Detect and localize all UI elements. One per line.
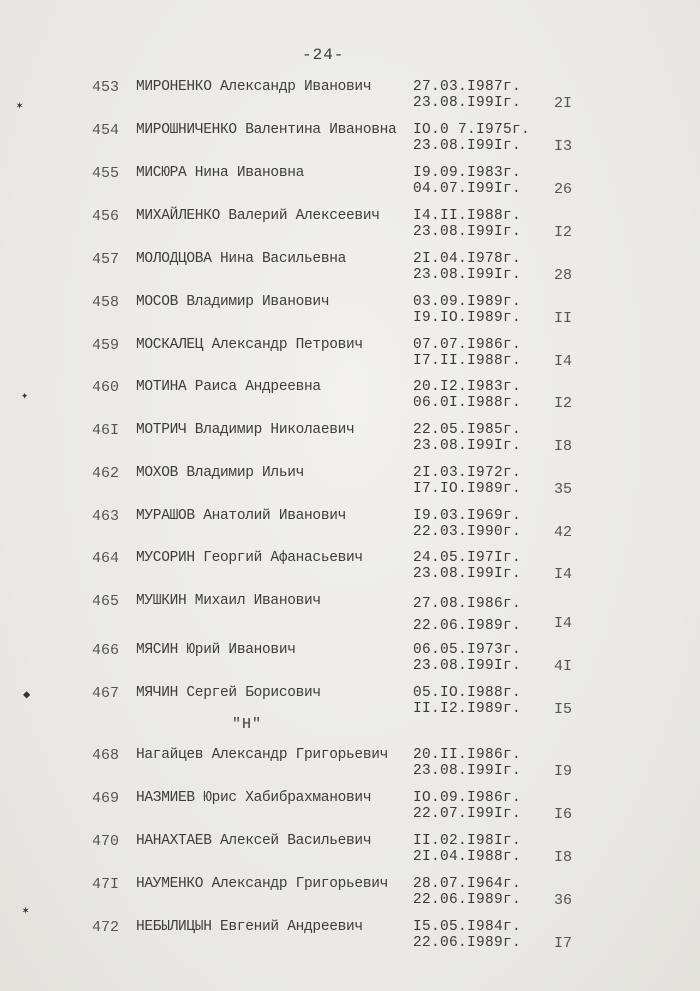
entry-name: МУШКИН Михаил Иванович — [136, 593, 321, 609]
entry-count: I2 — [553, 395, 572, 412]
entry-date-start: I4.II.I988г. — [413, 208, 522, 224]
binder-hole-mark-icon: ✶ — [16, 99, 24, 113]
entry-dates — [413, 642, 533, 674]
entry-number: 467 — [92, 685, 120, 702]
entry-date-start: II.02.I98Iг. — [413, 833, 522, 849]
entry-count: II — [553, 310, 572, 327]
entry-number: 453 — [92, 79, 120, 96]
list-item — [0, 208, 700, 248]
entry-number: 459 — [92, 337, 120, 354]
entry-number: 470 — [92, 833, 120, 850]
entry-date-end: 22.07.I99Iг. — [413, 806, 522, 822]
entry-dates — [413, 685, 533, 717]
list-item — [0, 251, 700, 291]
entry-name: НАУМЕНКО Александр Григорьевич — [136, 876, 389, 892]
entry-dates — [413, 251, 533, 283]
entry-count: 28 — [553, 267, 572, 284]
list-item — [0, 919, 700, 959]
entry-count: I4 — [553, 615, 572, 632]
entry-date-end: 23.08.I99Iг. — [413, 95, 522, 111]
entry-name: НАЗМИЕВ Юрис Хабибрахманович — [136, 790, 372, 806]
entry-number: 47I — [92, 876, 120, 893]
entry-date-end: I7.IO.I989г. — [413, 481, 522, 497]
list-item — [0, 165, 700, 205]
entry-date-start: 20.II.I986г. — [413, 747, 522, 763]
binder-hole-mark-icon: ✦ — [21, 389, 29, 403]
entry-count: 4I — [553, 658, 572, 675]
entry-dates — [413, 165, 533, 197]
entry-number: 468 — [92, 747, 120, 764]
entry-name: МЯСИН Юрий Иванович — [136, 642, 296, 658]
list-item — [0, 833, 700, 873]
list-item — [0, 122, 700, 162]
binder-hole-mark-icon: ✶ — [22, 904, 30, 918]
entry-date-start: 05.IO.I988г. — [413, 685, 522, 701]
entry-dates — [413, 422, 533, 454]
entry-name: НАНАХТАЕВ Алексей Васильевич — [136, 833, 372, 849]
entry-dates — [413, 508, 533, 540]
entry-number: 472 — [92, 919, 120, 936]
entry-dates — [413, 550, 533, 582]
entry-dates — [413, 876, 533, 908]
entry-dates — [413, 379, 533, 411]
entry-name: МОТРИЧ Владимир Николаевич — [136, 422, 355, 438]
entry-count: 35 — [553, 481, 572, 498]
entry-date-start: 24.05.I97Iг. — [413, 550, 522, 566]
entry-date-start: 2I.04.I978г. — [413, 251, 522, 267]
entry-count: I6 — [553, 806, 572, 823]
entry-count: 26 — [553, 181, 572, 198]
entry-count: I8 — [553, 849, 572, 866]
entry-dates — [413, 79, 533, 111]
entry-date-end: I7.II.I988г. — [413, 353, 522, 369]
entry-dates — [413, 122, 533, 154]
entry-number: 458 — [92, 294, 120, 311]
entry-number: 464 — [92, 550, 120, 567]
list-item — [0, 508, 700, 548]
entry-count: I3 — [553, 138, 572, 155]
list-item — [0, 642, 700, 682]
entry-count: 2I — [553, 95, 572, 112]
entry-name: МЯЧИН Сергей Борисович — [136, 685, 321, 701]
entry-date-end: 22.06.I989г. — [413, 935, 522, 951]
entry-count: I8 — [553, 438, 572, 455]
entry-count: I4 — [553, 566, 572, 583]
entry-date-start: IO.0 7.I975г. — [413, 122, 531, 138]
entry-date-end: 2I.04.I988г. — [413, 849, 522, 865]
entry-dates — [413, 294, 533, 326]
entry-date-end: II.I2.I989г. — [413, 701, 522, 717]
section-heading: "Н" — [232, 716, 263, 733]
entry-date-start: I9.03.I969г. — [413, 508, 522, 524]
binder-hole-mark-icon: ◆ — [23, 688, 31, 702]
list-item — [0, 379, 700, 419]
entry-date-start: 03.09.I989г. — [413, 294, 522, 310]
entry-count: 42 — [553, 524, 572, 541]
entry-date-end: 23.08.I99Iг. — [413, 138, 522, 154]
entry-dates — [413, 465, 533, 497]
entry-number: 460 — [92, 379, 120, 396]
list-item — [0, 550, 700, 590]
entry-date-start: IO.09.I986г. — [413, 790, 522, 806]
entry-name: МОСКАЛЕЦ Александр Петрович — [136, 337, 363, 353]
list-item — [0, 876, 700, 916]
entry-number: 454 — [92, 122, 120, 139]
list-item — [0, 79, 700, 119]
entry-date-end: 22.03.I990г. — [413, 524, 522, 540]
entry-count: I4 — [553, 353, 572, 370]
list-item — [0, 747, 700, 787]
entry-date-start: 27.08.I986г. — [413, 596, 522, 612]
entry-number: 466 — [92, 642, 120, 659]
list-item — [0, 294, 700, 334]
entry-date-end: 04.07.I99Iг. — [413, 181, 522, 197]
entry-dates — [413, 208, 533, 240]
entry-number: 465 — [92, 593, 120, 610]
entry-date-end: 23.08.I99Iг. — [413, 438, 522, 454]
entry-date-start: 2I.03.I972г. — [413, 465, 522, 481]
entry-date-start: 06.05.I973г. — [413, 642, 522, 658]
entry-name: МИРОНЕНКО Александр Иванович — [136, 79, 372, 95]
entry-name: НЕБЫЛИЦЫН Евгений Андреевич — [136, 919, 363, 935]
entry-date-end: 23.08.I99Iг. — [413, 224, 522, 240]
entry-number: 455 — [92, 165, 120, 182]
entry-date-end: I9.IO.I989г. — [413, 310, 522, 326]
entry-date-start: 20.I2.I983г. — [413, 379, 522, 395]
entry-name: МОТИНА Раиса Андреевна — [136, 379, 321, 395]
entry-date-end: 23.08.I99Iг. — [413, 267, 522, 283]
entry-count: I2 — [553, 224, 572, 241]
entry-name: МИСЮРА Нина Ивановна — [136, 165, 305, 181]
entry-number: 469 — [92, 790, 120, 807]
entry-name: МОСОВ Владимир Иванович — [136, 294, 330, 310]
entry-count: I9 — [553, 763, 572, 780]
entry-date-start: 22.05.I985г. — [413, 422, 522, 438]
list-item — [0, 593, 700, 633]
entry-date-end: 23.08.I99Iг. — [413, 763, 522, 779]
entry-count: I7 — [553, 935, 572, 952]
entry-date-end: 06.0I.I988г. — [413, 395, 522, 411]
list-item — [0, 685, 700, 725]
entry-dates — [413, 919, 533, 951]
entry-count: 36 — [553, 892, 572, 909]
entry-name: Нагайцев Александр Григорьевич — [136, 747, 389, 763]
entry-dates — [413, 747, 533, 779]
list-item — [0, 337, 700, 377]
entry-date-start: 07.07.I986г. — [413, 337, 522, 353]
entry-number: 457 — [92, 251, 120, 268]
list-item — [0, 790, 700, 830]
entry-date-start: I9.09.I983г. — [413, 165, 522, 181]
entry-dates — [413, 337, 533, 369]
entry-name: МИРОШНИЧЕНКО Валентина Ивановна — [136, 122, 397, 138]
page-number: -24- — [302, 46, 345, 64]
entry-name: МИХАЙЛЕНКО Валерий Алексеевич — [136, 208, 380, 224]
entry-date-end: 23.08.I99Iг. — [413, 566, 522, 582]
entry-date-end: 23.08.I99Iг. — [413, 658, 522, 674]
entry-name: МОЛОДЦОВА Нина Васильевна — [136, 251, 347, 267]
entry-dates — [413, 593, 533, 637]
entry-number: 462 — [92, 465, 120, 482]
entry-date-start: 27.03.I987г. — [413, 79, 522, 95]
entry-name: МУСОРИН Георгий Афанасьевич — [136, 550, 363, 566]
entry-number: 463 — [92, 508, 120, 525]
list-item — [0, 465, 700, 505]
entry-dates — [413, 833, 533, 865]
entry-date-start: I5.05.I984г. — [413, 919, 522, 935]
entry-dates — [413, 790, 533, 822]
entry-number: 456 — [92, 208, 120, 225]
entry-name: МУРАШОВ Анатолий Иванович — [136, 508, 347, 524]
entry-number: 46I — [92, 422, 120, 439]
entry-date-start: 28.07.I964г. — [413, 876, 522, 892]
entry-date-end: 22.06.I989г. — [413, 618, 522, 634]
entry-count: I5 — [553, 701, 572, 718]
list-item — [0, 422, 700, 462]
entry-name: МОХОВ Владимир Ильич — [136, 465, 305, 481]
entry-date-end: 22.06.I989г. — [413, 892, 522, 908]
